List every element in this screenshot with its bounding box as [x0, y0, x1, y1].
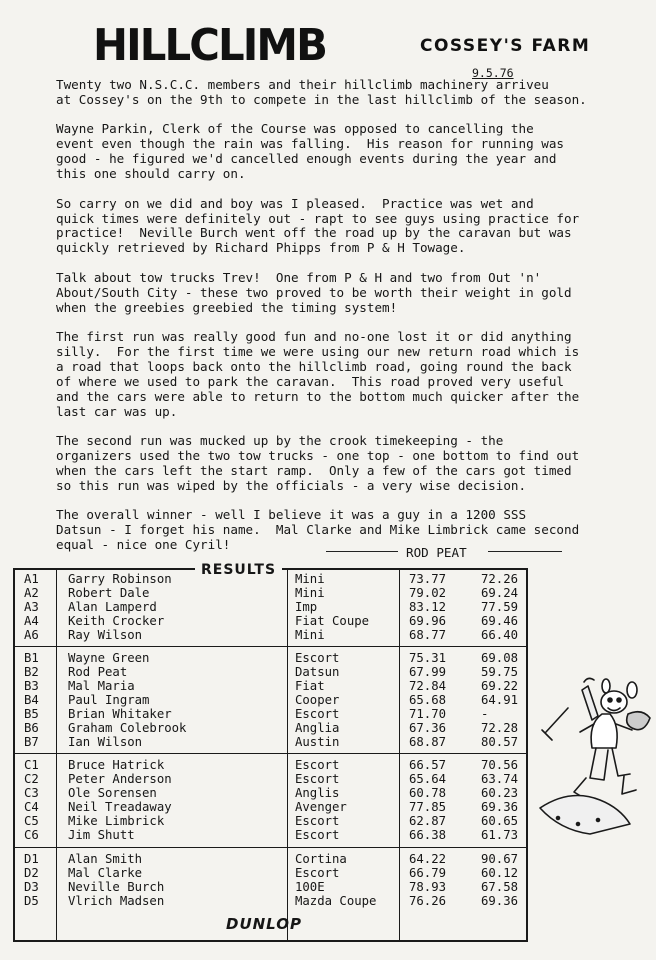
run-time-1: 67.99 [409, 665, 447, 680]
class-code: C4 [24, 800, 39, 815]
class-code: B5 [24, 707, 39, 722]
run-time-2: 90.67 [481, 852, 519, 866]
byline-rule-right [488, 551, 562, 552]
run-time-1: 65.64 [409, 772, 447, 787]
run-time-2: 80.57 [481, 735, 519, 750]
result-row [15, 679, 526, 693]
class-code: D3 [24, 880, 39, 895]
run-time-2: 72.28 [481, 721, 519, 736]
run-time-2: 66.40 [481, 628, 519, 643]
class-code: B7 [24, 735, 39, 750]
sponsor-logo: DUNLOP [226, 915, 302, 933]
car-model: Escort [295, 651, 340, 665]
class-code: A4 [24, 614, 39, 629]
driver-name: Brian Whitaker [68, 707, 172, 722]
run-time-2: 69.22 [481, 679, 519, 694]
run-time-2: 69.24 [481, 586, 519, 601]
run-time-1: 66.57 [409, 758, 447, 772]
car-model: Fiat Coupe [295, 614, 370, 629]
run-time-1: 62.87 [409, 814, 447, 829]
mascot-cartoon-illustration [528, 668, 652, 838]
result-row [15, 758, 526, 772]
driver-name: Alan Smith [68, 852, 143, 866]
run-time-1: 83.12 [409, 600, 447, 615]
driver-name: Neil Treadaway [68, 800, 172, 815]
car-model: Fiat [295, 679, 325, 694]
run-time-2: 69.36 [481, 894, 519, 909]
run-time-1: 68.87 [409, 735, 447, 750]
run-time-2: 61.73 [481, 828, 519, 843]
event-date: 9.5.76 [472, 66, 514, 80]
car-model: Escort [295, 758, 340, 772]
result-row [15, 628, 526, 642]
class-code: A1 [24, 572, 39, 586]
result-row [15, 586, 526, 600]
result-row [15, 600, 526, 614]
class-code: B3 [24, 679, 39, 694]
driver-name: Peter Anderson [68, 772, 172, 787]
article-byline: ROD PEAT [406, 545, 467, 560]
run-time-2: 72.26 [481, 572, 519, 586]
run-time-1: 79.02 [409, 586, 447, 601]
result-row [15, 707, 526, 721]
result-row [15, 665, 526, 679]
car-model: Mini [295, 586, 325, 601]
car-model: Escort [295, 814, 340, 829]
result-row [15, 786, 526, 800]
driver-name: Alan Lamperd [68, 600, 157, 615]
class-code: A6 [24, 628, 39, 643]
class-code: C5 [24, 814, 39, 829]
results-heading: RESULTS [195, 562, 282, 578]
driver-name: Jim Shutt [68, 828, 135, 843]
car-model: Escort [295, 828, 340, 843]
run-time-2: 59.75 [481, 665, 519, 680]
driver-name: Rod Peat [68, 665, 128, 680]
car-model: Escort [295, 772, 340, 787]
driver-name: Vlrich Madsen [68, 894, 165, 909]
car-model: Imp [295, 600, 318, 615]
group-divider [15, 753, 526, 754]
run-time-2: - [481, 707, 489, 722]
run-time-2: 60.12 [481, 866, 519, 881]
event-subtitle: COSSEY'S FARM [420, 36, 591, 56]
run-time-1: 66.38 [409, 828, 447, 843]
article-paragraph: The overall winner - well I believe it was a guy in a 1200 SSS Datsun - I forget his name. Mal Clarke and Mike Limbrick came second equal - nice one Cyril! [56, 507, 580, 553]
driver-name: Garry Robinson [68, 572, 172, 586]
car-model: Anglis [295, 786, 340, 801]
class-code: B1 [24, 651, 39, 665]
driver-name: Bruce Hatrick [68, 758, 165, 772]
byline-rule-left [326, 551, 398, 552]
driver-name: Neville Burch [68, 880, 165, 895]
article-body [56, 78, 642, 568]
article-paragraph: Wayne Parkin, Clerk of the Course was opposed to cancelling the event even though the rain was falling. His reason for running was good - he figured we'd cancelled enough events during the year and this one should carry on. [56, 121, 564, 182]
run-time-1: 66.79 [409, 866, 447, 881]
driver-name: Mal Clarke [68, 866, 143, 881]
class-code: D5 [24, 894, 39, 909]
car-model: Austin [295, 735, 340, 750]
run-time-2: 67.58 [481, 880, 519, 895]
run-time-1: 76.26 [409, 894, 447, 909]
group-divider [15, 847, 526, 848]
group-divider [15, 646, 526, 647]
driver-name: Wayne Green [68, 651, 150, 665]
run-time-1: 73.77 [409, 572, 447, 586]
result-row [15, 800, 526, 814]
run-time-2: 69.36 [481, 800, 519, 815]
driver-name: Robert Dale [68, 586, 150, 601]
car-model: Anglia [295, 721, 340, 736]
result-row [15, 772, 526, 786]
car-model: Avenger [295, 800, 347, 815]
article-paragraph: Twenty two N.S.C.C. members and their hillclimb machinery arriveu at Cossey's on the 9th to compete in the last hillclimb of the season. [56, 77, 587, 107]
run-time-2: 63.74 [481, 772, 519, 787]
run-time-2: 69.46 [481, 614, 519, 629]
result-row [15, 693, 526, 707]
run-time-1: 68.77 [409, 628, 447, 643]
run-time-2: 60.65 [481, 814, 519, 829]
class-code: C6 [24, 828, 39, 843]
result-row [15, 880, 526, 894]
result-row [15, 735, 526, 749]
class-code: C2 [24, 772, 39, 787]
class-code: B2 [24, 665, 39, 680]
car-model: Mazda Coupe [295, 894, 377, 909]
article-paragraph: Talk about tow trucks Trev! One from P & H and two from Out 'n' About/South City - these two proved to be worth their weight in gold when the greebies greebied the timing system! [56, 269, 572, 315]
run-time-1: 75.31 [409, 651, 447, 665]
class-code: A2 [24, 586, 39, 601]
class-code: A3 [24, 600, 39, 615]
result-row [15, 651, 526, 665]
run-time-1: 77.85 [409, 800, 447, 815]
driver-name: Mike Limbrick [68, 814, 165, 829]
result-row [15, 866, 526, 880]
driver-name: Keith Crocker [68, 614, 165, 629]
class-code: B4 [24, 693, 39, 708]
article-paragraph: The first run was really good fun and no-one lost it or did anything silly. For the first time we were using our new return road which is a road that loops back onto the hillclimb road, going round the back of where we used to park the caravan. This road proved very useful and the cars were able to return to the bottom much quicker after the last car was up. [56, 329, 580, 419]
driver-name: Ian Wilson [68, 735, 143, 750]
page-title: HILLCLIMB [93, 20, 327, 71]
results-table [13, 568, 528, 942]
result-row [15, 614, 526, 628]
run-time-2: 77.59 [481, 600, 519, 615]
car-model: Mini [295, 572, 325, 586]
car-model: Datsun [295, 665, 340, 680]
run-time-1: 78.93 [409, 880, 447, 895]
car-model: Escort [295, 707, 340, 722]
run-time-1: 69.96 [409, 614, 447, 629]
result-row [15, 852, 526, 866]
driver-name: Paul Ingram [68, 693, 150, 708]
class-code: C1 [24, 758, 39, 772]
class-code: D1 [24, 852, 39, 866]
run-time-2: 69.08 [481, 651, 519, 665]
driver-name: Graham Colebrook [68, 721, 187, 736]
run-time-1: 65.68 [409, 693, 447, 708]
car-model: Cortina [295, 852, 347, 866]
run-time-1: 60.78 [409, 786, 447, 801]
driver-name: Ole Sorensen [68, 786, 157, 801]
driver-name: Mal Maria [68, 679, 135, 694]
run-time-2: 60.23 [481, 786, 519, 801]
car-model: Cooper [295, 693, 340, 708]
car-model: Mini [295, 628, 325, 643]
car-model: Escort [295, 866, 340, 881]
car-model: 100E [295, 880, 325, 895]
article-paragraph: The second run was mucked up by the crook timekeeping - the organizers used the two tow trucks - one top - one bottom to find out when the cars left the start ramp. Only a few of the cars got timed so this run was wiped by the officials - a very wise decision. [56, 433, 580, 493]
result-row [15, 721, 526, 735]
result-row [15, 814, 526, 828]
class-code: B6 [24, 721, 39, 736]
result-row [15, 894, 526, 908]
result-row [15, 828, 526, 842]
driver-name: Ray Wilson [68, 628, 143, 643]
run-time-1: 72.84 [409, 679, 447, 694]
class-code: C3 [24, 786, 39, 801]
article-paragraph: So carry on we did and boy was I pleased. Practice was wet and quick times were definitely out - rapt to see guys using practice for practice! Neville Burch went off the road up by the caravan but was quickly retrieved by Richard Phipps from P & H Towage. [56, 195, 580, 256]
run-time-2: 70.56 [481, 758, 519, 772]
run-time-2: 64.91 [481, 693, 519, 708]
class-code: D2 [24, 866, 39, 881]
run-time-1: 64.22 [409, 852, 447, 866]
run-time-1: 67.36 [409, 721, 447, 736]
run-time-1: 71.70 [409, 707, 447, 722]
